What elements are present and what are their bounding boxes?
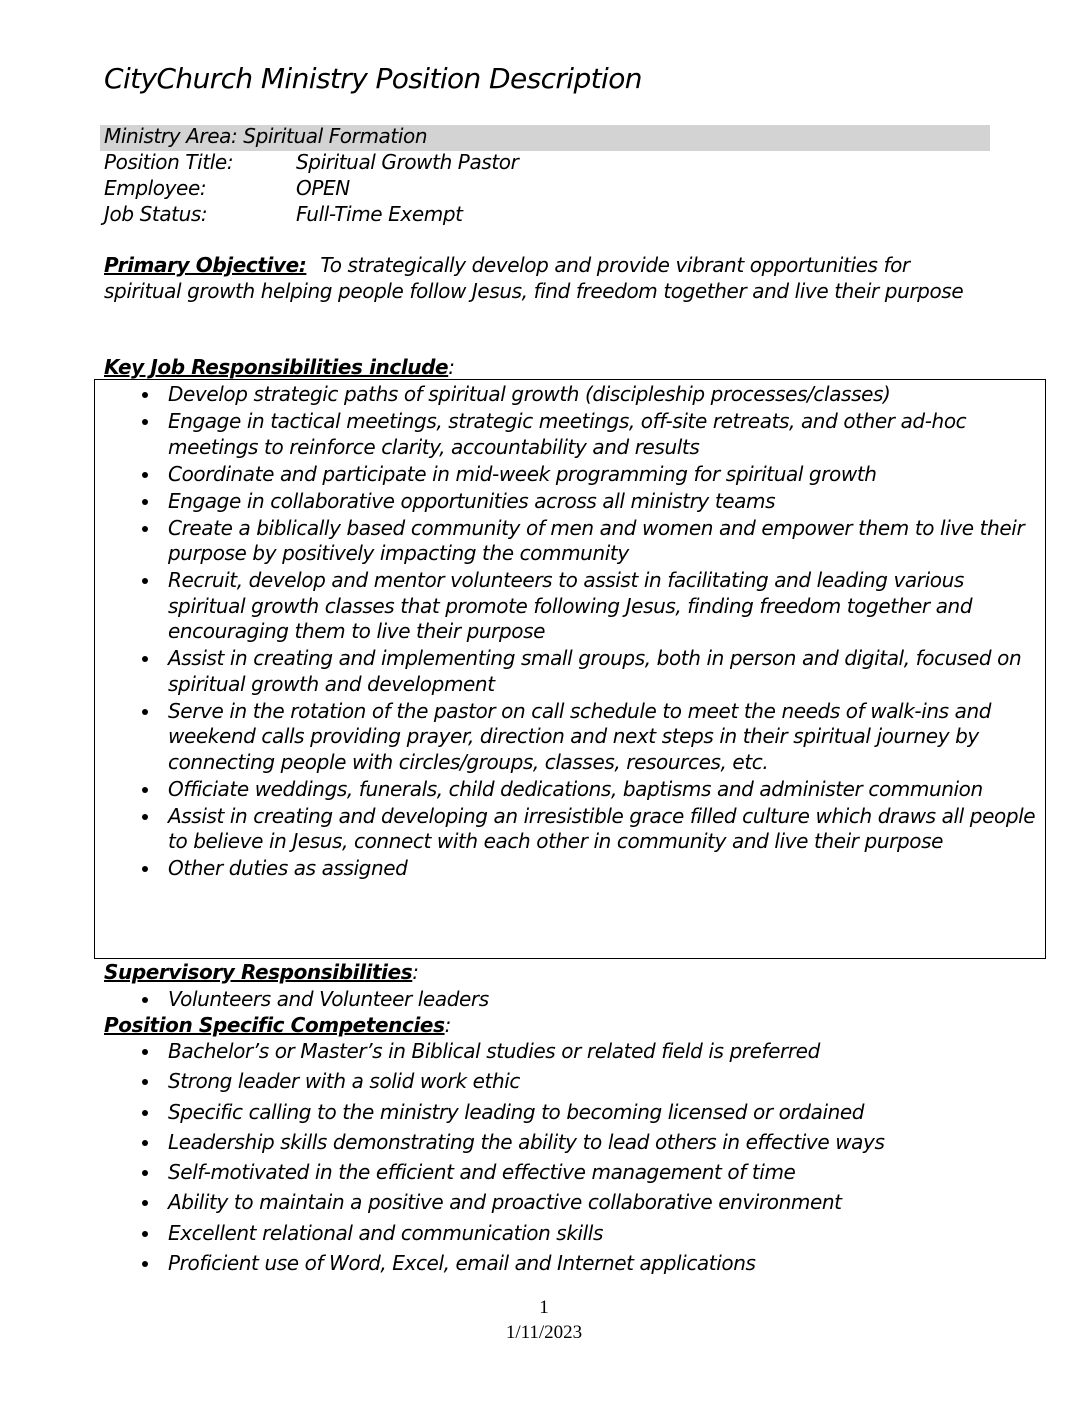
list-item-text: Volunteers and Volunteer leaders xyxy=(168,987,489,1011)
ministry-area: Ministry Area: Spiritual Formation xyxy=(104,124,428,148)
primary-objective xyxy=(104,253,984,304)
info-row-position-title xyxy=(104,150,518,174)
list-item xyxy=(104,1039,1004,1065)
bullet-icon xyxy=(142,1049,148,1055)
bullet-icon xyxy=(142,1170,148,1176)
list-item xyxy=(104,568,1044,645)
objective-text: To strategically develop and provide vibrant opportunities for spiritual growth helping people follow Jesus, find freedom together and live their purpose xyxy=(104,253,964,303)
list-item xyxy=(104,699,1044,776)
bullet-icon xyxy=(142,1079,148,1085)
info-value: Full-Time Exempt xyxy=(296,202,463,226)
bullet-icon xyxy=(142,787,148,793)
bullet-icon xyxy=(142,1231,148,1237)
info-value: OPEN xyxy=(296,176,350,200)
list-item-text: Ability to maintain a positive and proactive collaborative environment xyxy=(168,1190,842,1215)
list-item-text: Coordinate and participate in mid-week programming for spiritual growth xyxy=(168,461,877,486)
list-item xyxy=(104,462,1044,488)
info-row-employee xyxy=(104,176,350,200)
list-item-text: Create a biblically based community of men and women and empower them to live their purpose by positively impacting the community xyxy=(168,515,1025,565)
bullet-icon xyxy=(142,526,148,532)
bullet-icon xyxy=(142,578,148,584)
objective-label: Primary Objective: xyxy=(104,253,307,277)
list-item-text: Assist in creating and implementing small groups, both in person and digital, focused on spiritual growth and development xyxy=(168,646,1022,696)
list-item xyxy=(104,489,1044,515)
list-item xyxy=(104,1190,1004,1216)
list-item-text: Recruit, develop and mentor volunteers to assist in facilitating and leading various spiritual growth classes that promote following Jesus, finding freedom together and encouraging them to live their purpose xyxy=(168,568,973,643)
list-item xyxy=(104,409,1044,460)
bullet-icon xyxy=(142,419,148,425)
list-item-text: Self-motivated in the efficient and effective management of time xyxy=(168,1160,796,1185)
list-item-text: Engage in tactical meetings, strategic meetings, off-site retreats, and other ad-hoc meetings to reinforce clarity, accountability and results xyxy=(168,409,967,459)
supervisory-heading: Supervisory Responsibilities: xyxy=(104,960,419,984)
list-item xyxy=(104,777,1044,803)
list-item xyxy=(104,1221,1004,1247)
page-title: CityChurch Ministry Position Description xyxy=(104,62,642,95)
list-item-text: Excellent relational and communication skills xyxy=(168,1220,603,1245)
list-item-text: Serve in the rotation of the pastor on call schedule to meet the needs of walk-ins and weekend calls providing prayer, direction and next steps in their spiritual journey by connecting people with circles/groups, classes, resources, etc. xyxy=(168,698,992,774)
info-row-job-status xyxy=(104,202,463,226)
bullet-icon xyxy=(142,709,148,715)
list-item-text: Bachelor’s or Master’s in Biblical studies or related field is preferred xyxy=(168,1039,820,1063)
list-item xyxy=(104,1100,1004,1126)
list-item xyxy=(104,646,1044,697)
competencies-list xyxy=(104,1039,1004,1281)
bullet-icon xyxy=(142,472,148,478)
page-number: 1 xyxy=(539,1297,549,1318)
list-item xyxy=(104,1160,1004,1186)
list-item xyxy=(104,856,1044,882)
list-item-text: Other duties as assigned xyxy=(168,856,408,880)
info-label: Position Title: xyxy=(104,150,234,174)
bullet-icon xyxy=(142,997,148,1003)
list-item-text: Officiate weddings, funerals, child dedications, baptisms and administer communion xyxy=(168,776,983,801)
bullet-icon xyxy=(142,499,148,505)
competencies-heading: Position Specific Competencies: xyxy=(104,1013,451,1037)
bullet-icon xyxy=(142,866,148,872)
list-item-text: Leadership skills demonstrating the ability to lead others in effective ways xyxy=(168,1129,885,1154)
footer-date: 1/11/2023 xyxy=(505,1322,583,1343)
bullet-icon xyxy=(142,1110,148,1116)
info-label: Job Status: xyxy=(104,202,208,226)
bullet-icon xyxy=(142,1261,148,1267)
list-item-text: Develop strategic paths of spiritual growth (discipleship processes/classes) xyxy=(168,382,891,406)
list-item xyxy=(104,987,1004,1013)
bullet-icon xyxy=(142,1140,148,1146)
info-label: Employee: xyxy=(104,176,207,200)
list-item xyxy=(104,1130,1004,1156)
bullet-icon xyxy=(142,656,148,662)
responsibilities-heading: Key Job Responsibilities include: xyxy=(104,355,455,379)
bullet-icon xyxy=(142,814,148,820)
bullet-icon xyxy=(142,392,148,398)
info-value: Spiritual Growth Pastor xyxy=(296,150,519,174)
supervisory-list xyxy=(104,987,1004,1013)
list-item xyxy=(104,1251,1004,1277)
list-item xyxy=(104,382,1044,408)
responsibilities-list xyxy=(104,382,1044,883)
list-item xyxy=(104,1069,1004,1095)
list-item-text: Assist in creating and developing an irresistible grace filled culture which draws all people to believe in Jesus, connect with each other in community and live their purpose xyxy=(168,803,1036,853)
bullet-icon xyxy=(142,1200,148,1206)
list-item-text: Specific calling to the ministry leading to becoming licensed or ordained xyxy=(168,1099,865,1124)
list-item xyxy=(104,516,1044,567)
list-item-text: Strong leader with a solid work ethic xyxy=(168,1069,520,1094)
list-item xyxy=(104,804,1044,855)
list-item-text: Engage in collaborative opportunities across all ministry teams xyxy=(168,488,776,513)
list-item-text: Proficient use of Word, Excel, email and Internet applications xyxy=(168,1251,756,1276)
